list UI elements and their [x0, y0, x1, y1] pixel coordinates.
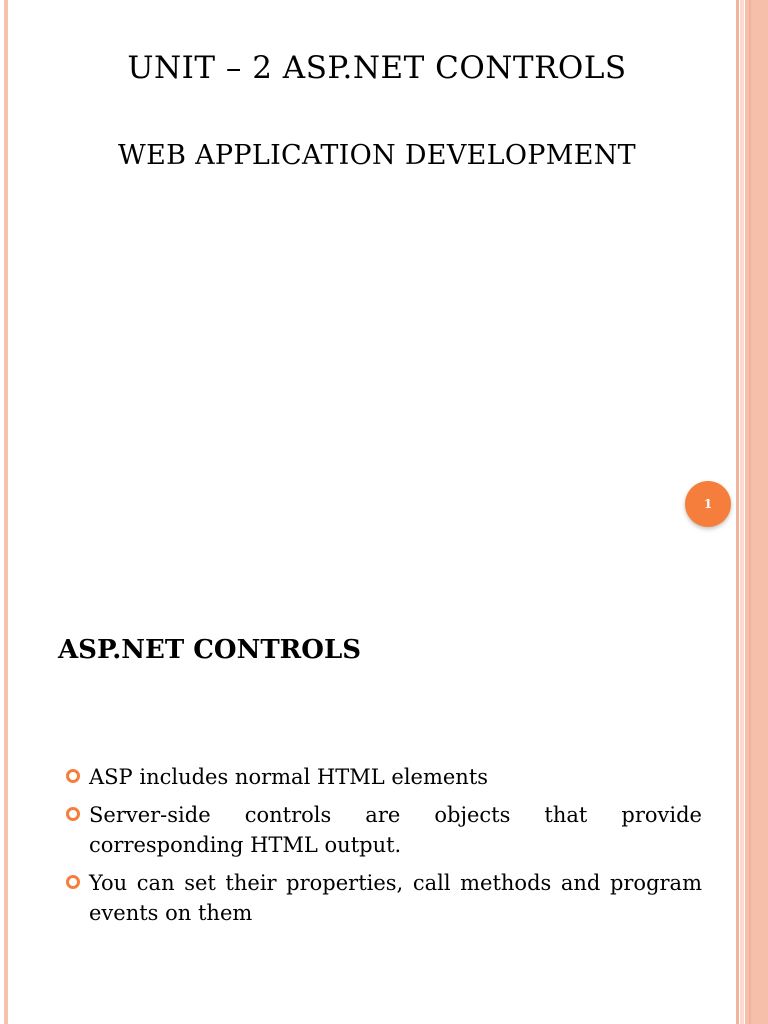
list-item: [64, 868, 702, 928]
bullet-list: [64, 762, 702, 936]
slide-2-title: ASP.NET CONTROLS: [58, 635, 361, 665]
list-item: [64, 762, 702, 792]
hollow-circle-bullet-icon: [66, 807, 80, 821]
bullet-text: Server-side controls are objects that provide corresponding HTML output.: [89, 803, 702, 857]
slide-2: [0, 512, 768, 1024]
right-decorative-stripes: [736, 512, 768, 1024]
hollow-circle-bullet-icon: [66, 875, 80, 889]
page-number-badge: 1: [685, 481, 731, 527]
hollow-circle-bullet-icon: [66, 769, 80, 783]
list-item: [64, 800, 702, 860]
bullet-text: You can set their properties, call methods and program events on them: [89, 871, 702, 925]
slide-1-subtitle: WEB APPLICATION DEVELOPMENT: [118, 140, 636, 171]
bullet-text: ASP includes normal HTML elements: [89, 765, 489, 789]
slide-1-title: UNIT – 2 ASP.NET CONTROLS: [127, 50, 627, 86]
left-accent-line: [4, 512, 8, 1024]
